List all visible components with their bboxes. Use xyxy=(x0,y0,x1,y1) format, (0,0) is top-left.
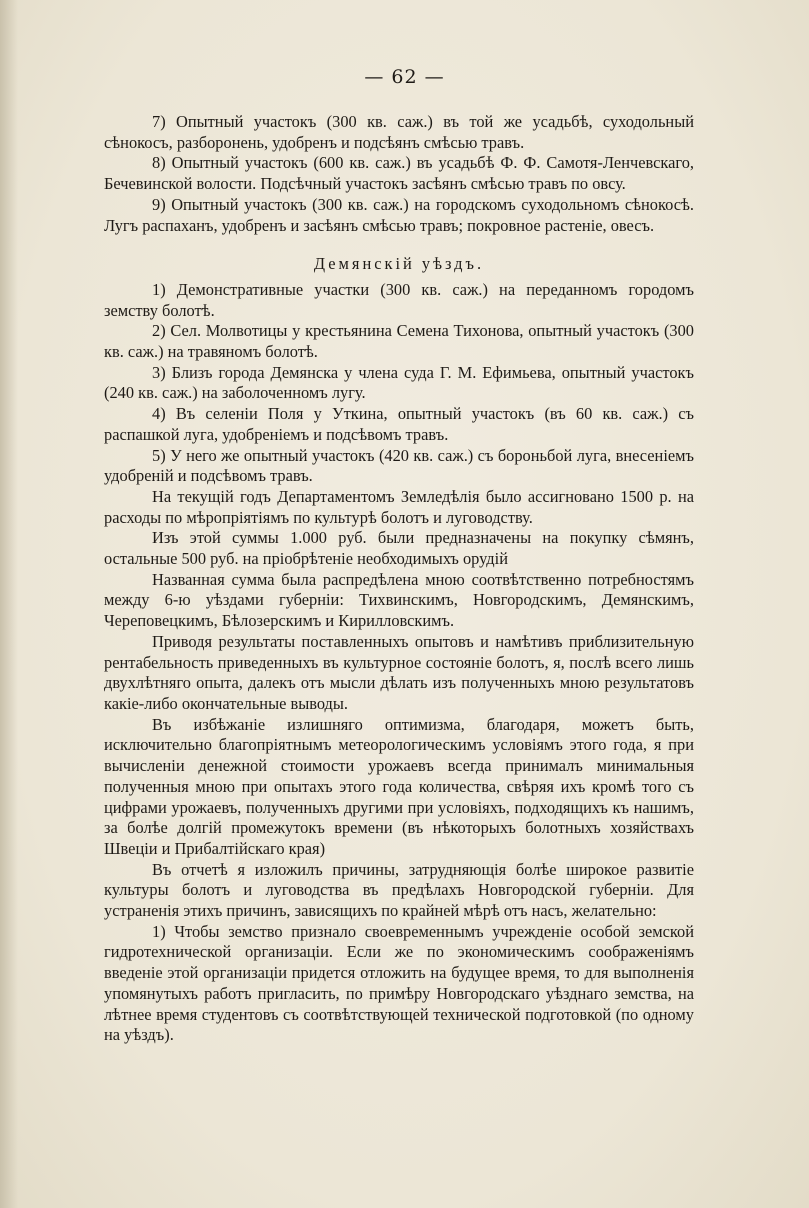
section-heading: Демянскій уѣздъ. xyxy=(313,254,485,274)
paragraph: 1) Чтобы земство признало своевременнымъ учрежденіе особой земской гидротехнической организаціи. Если же по экономическимъ соображеніямъ введеніе этой организаціи придется отложить на будущее время, то для выполненія упомянутыхъ работъ пригласить, по примѣру Новгородскаго уѣзднаго земства, на лѣтнее время студентовъ съ соотвѣтствующей технической подготовкой (по одному на уѣздъ). xyxy=(104,921,694,1045)
paragraph: Приводя результаты поставленныхъ опытовъ и намѣтивъ приблизительную рентабельность приведенныхъ въ культурное состояніе болотъ, я, послѣ всего лишь двухлѣтняго опыта, далекъ отъ мысли дѣлать изъ полученныхъ мною результатовъ какіе-либо окончательные выводы. xyxy=(104,631,694,713)
paragraph: 7) Опытный участокъ (300 кв. саж.) въ той же усадьбѣ, суходольный сѣнокосъ, разборонень, удобренъ и подсѣянъ смѣсью травъ. xyxy=(104,112,694,152)
paragraph: 9) Опытный участокъ (300 кв. саж.) на городскомъ суходольномъ сѣнокосѣ. Лугъ распаханъ, удобренъ и засѣянъ смѣсью травъ; покровное растеніе, овесъ. xyxy=(104,194,694,235)
page-number: — 62 — xyxy=(364,66,445,88)
paragraph: 3) Близъ города Демянска у члена суда Г. М. Ефимьева, опытный участокъ (240 кв. саж.) на заболоченномъ лугу. xyxy=(104,362,694,403)
paragraph: 5) У него же опытный участокъ (420 кв. саж.) съ бороньбой луга, внесеніемъ удобреній и подсѣвомъ травъ. xyxy=(104,445,694,486)
binding-shadow xyxy=(0,0,18,1208)
paragraph: Изъ этой суммы 1.000 руб. были предназначены на покупку сѣмянъ, остальные 500 руб. на пріобрѣтеніе необходимыхъ орудій xyxy=(104,528,694,569)
paragraph: Названная сумма была распредѣлена мною соотвѣтственно потребностямъ между 6-ю уѣздами губерніи: Тихвинскимъ, Новгородскимъ, Демянскимъ, Череповецкимъ, Бѣлозерскимъ и Кирилловскимъ. xyxy=(104,569,694,631)
paragraph: 2) Сел. Молвотицы у крестьянина Семена Тихонова, опытный участокъ (300 кв. саж.) на травяномъ болотѣ. xyxy=(104,321,694,362)
body-text xyxy=(104,112,694,1046)
paragraph: На текущій годъ Департаментомъ Земледѣлія было ассигновано 1500 р. на расходы по мѣропріятіямъ по культурѣ болотъ и луговодству. xyxy=(104,486,694,527)
paragraph: 8) Опытный участокъ (600 кв. саж.) въ усадьбѣ Ф. Ф. Самотя-Ленчевскаго, Бечевинской волости. Подсѣчный участокъ засѣянъ смѣсью травъ по овсу. xyxy=(104,153,694,194)
paragraph: 4) Въ селеніи Поля у Уткина, опытный участокъ (въ 60 кв. саж.) съ распашкой луга, удобреніемъ и подсѣвомъ травъ. xyxy=(104,404,694,444)
paragraph: 1) Демонстративные участки (300 кв. саж.) на переданномъ городомъ земству болотѣ. xyxy=(104,279,694,320)
paragraph: Въ избѣжаніе излишняго оптимизма, благодаря, можетъ быть, исключительно благопріятнымъ метеорологическимъ условіямъ этого года, я при вычисленіи денежной стоимости урожаевъ всегда принималъ минимальныя полученныя мною при опытахъ этого года количества, свѣряя ихъ кромѣ того съ цифрами урожаевъ, полученныхъ другими при условіяхъ, подходящихъ къ нашимъ, за болѣе долгій промежутокъ времени (въ нѣкоторыхъ болотныхъ хозяйствахъ Швеціи и Прибалтійскаго края) xyxy=(104,714,694,858)
paragraph: Въ отчетѣ я изложилъ причины, затрудняющія болѣе широкое развитіе культуры болотъ и луговодства въ предѣлахъ Новгородской губерніи. Для устраненія этихъ причинъ, зависящихъ по крайней мѣрѣ отъ насъ, желательно: xyxy=(104,859,694,921)
